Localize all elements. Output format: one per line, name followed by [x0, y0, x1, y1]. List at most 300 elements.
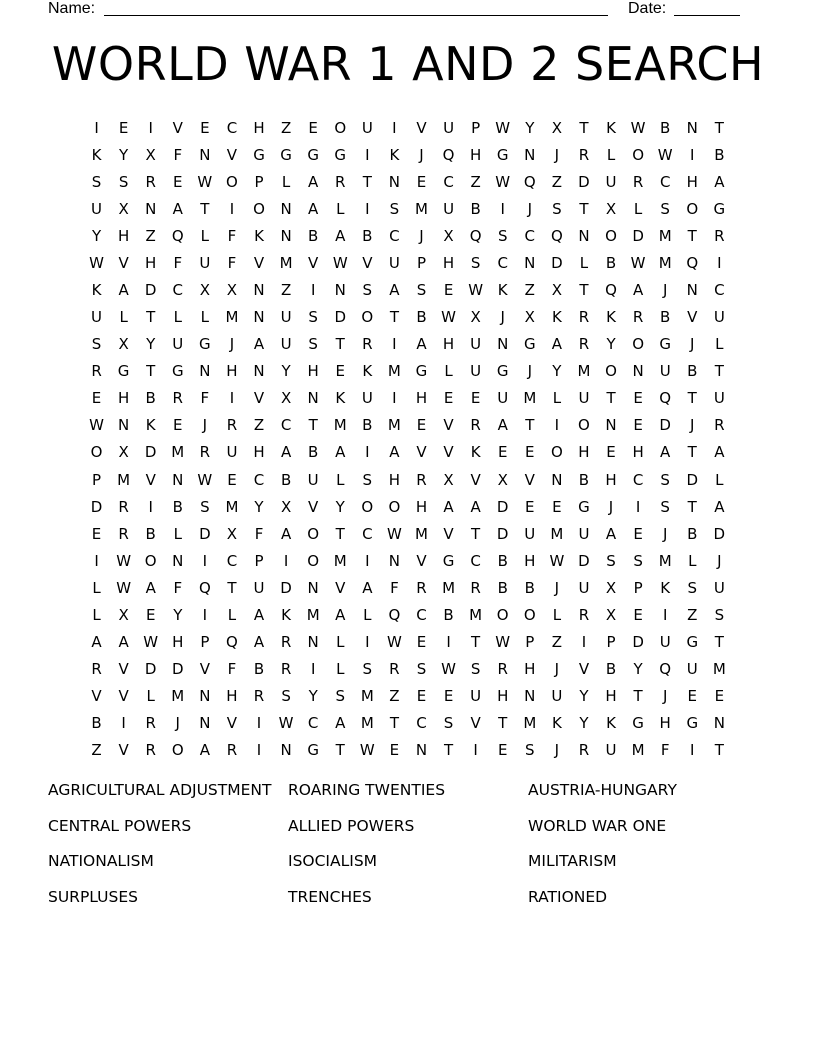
- grid-letter[interactable]: E: [173, 416, 183, 435]
- grid-letter[interactable]: Z: [687, 605, 698, 624]
- grid-letter[interactable]: V: [335, 578, 346, 597]
- grid-letter[interactable]: H: [226, 687, 238, 706]
- grid-letter[interactable]: A: [118, 633, 129, 652]
- grid-letter[interactable]: V: [470, 714, 481, 733]
- grid-letter[interactable]: G: [280, 145, 292, 164]
- grid-letter[interactable]: H: [388, 470, 401, 489]
- grid-letter[interactable]: W: [441, 660, 456, 679]
- grid-letter[interactable]: H: [605, 470, 617, 489]
- grid-letter[interactable]: J: [717, 551, 722, 570]
- grid-letter[interactable]: U: [388, 253, 400, 272]
- grid-letter[interactable]: S: [416, 281, 427, 299]
- grid-letter[interactable]: A: [253, 605, 265, 624]
- grid-letter[interactable]: U: [470, 362, 482, 381]
- grid-letter[interactable]: D: [144, 443, 157, 462]
- grid-letter[interactable]: G: [713, 199, 726, 218]
- grid-letter[interactable]: S: [416, 660, 427, 679]
- grid-letter[interactable]: J: [202, 416, 208, 435]
- grid-letter[interactable]: J: [554, 660, 560, 679]
- grid-letter[interactable]: W: [495, 633, 511, 652]
- grid-letter[interactable]: V: [416, 118, 427, 137]
- grid-letter[interactable]: H: [442, 335, 455, 354]
- grid-letter[interactable]: U: [470, 335, 482, 354]
- grid-letter[interactable]: J: [527, 362, 532, 381]
- grid-letter[interactable]: X: [443, 226, 454, 245]
- grid-letter[interactable]: D: [199, 524, 211, 543]
- grid-letter[interactable]: D: [632, 226, 644, 245]
- grid-letter[interactable]: C: [226, 118, 238, 137]
- grid-letter[interactable]: R: [578, 145, 590, 164]
- grid-letter[interactable]: N: [415, 741, 428, 760]
- grid-letter[interactable]: B: [172, 497, 183, 516]
- grid-letter[interactable]: J: [690, 416, 695, 435]
- grid-letter[interactable]: T: [146, 308, 156, 327]
- grid-letter[interactable]: T: [200, 199, 210, 218]
- grid-letter[interactable]: I: [229, 199, 235, 218]
- grid-letter[interactable]: I: [148, 118, 153, 137]
- grid-letter[interactable]: A: [335, 605, 346, 624]
- grid-letter[interactable]: N: [253, 308, 265, 327]
- grid-letter[interactable]: A: [335, 714, 346, 733]
- grid-letter[interactable]: R: [714, 416, 725, 435]
- grid-letter[interactable]: S: [660, 497, 670, 516]
- grid-letter[interactable]: I: [365, 199, 370, 218]
- grid-letter[interactable]: I: [554, 416, 560, 435]
- grid-letter[interactable]: X: [524, 308, 535, 327]
- grid-letter[interactable]: E: [416, 416, 427, 435]
- grid-letter[interactable]: X: [226, 281, 238, 299]
- grid-letter[interactable]: U: [659, 362, 671, 381]
- grid-letter[interactable]: T: [471, 633, 481, 652]
- grid-letter[interactable]: U: [443, 118, 455, 137]
- grid-letter[interactable]: R: [632, 172, 644, 191]
- grid-letter[interactable]: U: [307, 470, 319, 489]
- grid-letter[interactable]: E: [91, 389, 102, 408]
- grid-letter[interactable]: I: [94, 551, 99, 570]
- grid-letter[interactable]: E: [687, 687, 697, 706]
- grid-letter[interactable]: W: [441, 308, 456, 327]
- grid-letter[interactable]: B: [714, 145, 725, 164]
- grid-letter[interactable]: G: [496, 145, 509, 164]
- grid-letter[interactable]: E: [416, 633, 427, 652]
- grid-letter[interactable]: V: [118, 687, 129, 706]
- grid-letter[interactable]: S: [281, 687, 291, 706]
- grid-letter[interactable]: D: [334, 308, 347, 327]
- grid-letter[interactable]: N: [253, 281, 265, 299]
- grid-letter[interactable]: M: [469, 605, 483, 624]
- grid-letter[interactable]: E: [145, 605, 156, 624]
- grid-letter[interactable]: K: [389, 145, 400, 164]
- grid-letter[interactable]: C: [362, 524, 373, 543]
- grid-letter[interactable]: L: [92, 578, 101, 597]
- grid-letter[interactable]: E: [497, 741, 508, 760]
- grid-letter[interactable]: R: [416, 470, 427, 489]
- grid-letter[interactable]: R: [578, 605, 590, 624]
- grid-letter[interactable]: H: [497, 687, 509, 706]
- grid-letter[interactable]: T: [714, 741, 724, 760]
- grid-letter[interactable]: H: [415, 389, 428, 408]
- grid-letter[interactable]: G: [117, 362, 130, 381]
- grid-letter[interactable]: L: [633, 199, 643, 218]
- grid-letter[interactable]: I: [392, 389, 397, 408]
- grid-letter[interactable]: X: [118, 605, 129, 624]
- grid-letter[interactable]: B: [362, 416, 373, 435]
- grid-letter[interactable]: R: [714, 226, 725, 245]
- grid-letter[interactable]: V: [443, 524, 454, 543]
- grid-letter[interactable]: N: [199, 145, 211, 164]
- grid-letter[interactable]: B: [605, 660, 617, 679]
- grid-letter[interactable]: C: [443, 172, 454, 191]
- grid-letter[interactable]: O: [307, 551, 320, 570]
- grid-letter[interactable]: I: [229, 389, 235, 408]
- grid-letter[interactable]: P: [416, 253, 426, 272]
- grid-letter[interactable]: L: [146, 687, 155, 706]
- grid-letter[interactable]: H: [253, 443, 265, 462]
- grid-letter[interactable]: U: [172, 335, 184, 354]
- grid-letter[interactable]: N: [524, 253, 536, 272]
- grid-letter[interactable]: M: [117, 470, 131, 489]
- grid-letter[interactable]: F: [173, 145, 183, 164]
- grid-letter[interactable]: S: [91, 172, 102, 191]
- grid-letter[interactable]: H: [172, 633, 184, 652]
- grid-letter[interactable]: O: [334, 118, 347, 137]
- grid-letter[interactable]: K: [551, 308, 562, 327]
- grid-letter[interactable]: V: [199, 660, 210, 679]
- grid-letter[interactable]: H: [632, 443, 644, 462]
- grid-letter[interactable]: L: [336, 470, 345, 489]
- grid-letter[interactable]: U: [280, 308, 292, 327]
- grid-letter[interactable]: S: [470, 253, 481, 272]
- grid-letter[interactable]: N: [172, 470, 184, 489]
- grid-letter[interactable]: N: [713, 714, 725, 733]
- grid-letter[interactable]: S: [389, 199, 400, 218]
- grid-letter[interactable]: O: [632, 145, 644, 164]
- grid-letter[interactable]: D: [280, 578, 292, 597]
- grid-letter[interactable]: V: [226, 145, 238, 164]
- grid-letter[interactable]: T: [606, 389, 616, 408]
- grid-letter[interactable]: N: [632, 362, 644, 381]
- grid-letter[interactable]: X: [145, 145, 156, 164]
- grid-letter[interactable]: Z: [551, 633, 562, 652]
- grid-letter[interactable]: N: [280, 199, 292, 218]
- grid-letter[interactable]: S: [362, 281, 373, 299]
- grid-letter[interactable]: F: [390, 578, 399, 597]
- grid-letter[interactable]: R: [226, 741, 238, 760]
- grid-letter[interactable]: M: [387, 416, 401, 435]
- grid-letter[interactable]: Q: [550, 226, 563, 245]
- grid-letter[interactable]: J: [690, 335, 695, 354]
- grid-letter[interactable]: T: [335, 524, 345, 543]
- grid-letter[interactable]: Q: [198, 578, 211, 597]
- grid-letter[interactable]: J: [229, 335, 235, 354]
- grid-letter[interactable]: O: [388, 497, 401, 516]
- grid-letter[interactable]: M: [333, 551, 347, 570]
- grid-letter[interactable]: A: [362, 578, 373, 597]
- grid-letter[interactable]: S: [443, 714, 454, 733]
- grid-letter[interactable]: H: [307, 362, 319, 381]
- grid-letter[interactable]: R: [578, 308, 590, 327]
- grid-letter[interactable]: H: [117, 389, 130, 408]
- grid-letter[interactable]: C: [172, 281, 184, 299]
- grid-letter[interactable]: T: [714, 362, 724, 381]
- grid-letter[interactable]: E: [525, 497, 535, 516]
- grid-letter[interactable]: V: [416, 551, 427, 570]
- grid-letter[interactable]: G: [307, 741, 319, 760]
- grid-letter[interactable]: P: [200, 633, 210, 652]
- grid-letter[interactable]: A: [714, 443, 725, 462]
- name-field[interactable]: [104, 15, 608, 16]
- grid-letter[interactable]: Z: [280, 118, 292, 137]
- grid-letter[interactable]: G: [199, 335, 211, 354]
- grid-letter[interactable]: W: [143, 633, 159, 652]
- grid-letter[interactable]: G: [307, 145, 319, 164]
- grid-letter[interactable]: T: [471, 524, 481, 543]
- grid-letter[interactable]: D: [713, 524, 726, 543]
- grid-letter[interactable]: E: [606, 443, 616, 462]
- grid-letter[interactable]: H: [117, 226, 130, 245]
- grid-letter[interactable]: V: [253, 389, 265, 408]
- grid-letter[interactable]: M: [415, 199, 428, 218]
- grid-letter[interactable]: B: [280, 470, 292, 489]
- grid-letter[interactable]: F: [227, 660, 237, 679]
- grid-letter[interactable]: K: [254, 226, 264, 245]
- grid-letter[interactable]: B: [578, 470, 590, 489]
- grid-letter[interactable]: R: [145, 172, 156, 191]
- grid-letter[interactable]: T: [362, 172, 372, 191]
- grid-letter[interactable]: X: [118, 199, 129, 218]
- grid-letter[interactable]: C: [389, 226, 400, 245]
- grid-letter[interactable]: P: [471, 118, 481, 137]
- grid-letter[interactable]: B: [524, 578, 535, 597]
- grid-letter[interactable]: U: [443, 199, 455, 218]
- grid-letter[interactable]: I: [310, 660, 316, 679]
- grid-letter[interactable]: T: [633, 687, 643, 706]
- grid-letter[interactable]: I: [283, 551, 289, 570]
- date-field[interactable]: [674, 15, 740, 16]
- grid-letter[interactable]: Z: [551, 172, 562, 191]
- grid-letter[interactable]: U: [91, 199, 103, 218]
- grid-letter[interactable]: U: [524, 524, 536, 543]
- grid-letter[interactable]: R: [416, 578, 427, 597]
- grid-letter[interactable]: E: [633, 605, 643, 624]
- grid-letter[interactable]: E: [91, 524, 102, 543]
- grid-letter[interactable]: E: [497, 443, 508, 462]
- grid-letter[interactable]: O: [90, 443, 103, 462]
- grid-letter[interactable]: H: [524, 660, 536, 679]
- grid-letter[interactable]: K: [551, 714, 562, 733]
- grid-letter[interactable]: R: [578, 741, 590, 760]
- grid-letter[interactable]: Z: [470, 172, 481, 191]
- grid-letter[interactable]: A: [172, 199, 183, 218]
- grid-letter[interactable]: R: [118, 497, 129, 516]
- grid-letter[interactable]: A: [91, 633, 102, 652]
- grid-letter[interactable]: U: [578, 389, 590, 408]
- grid-letter[interactable]: W: [89, 253, 104, 272]
- grid-letter[interactable]: U: [605, 741, 617, 760]
- grid-letter[interactable]: M: [415, 524, 428, 543]
- grid-letter[interactable]: Q: [442, 145, 455, 164]
- grid-letter[interactable]: Y: [173, 605, 183, 624]
- grid-letter[interactable]: X: [280, 389, 292, 408]
- grid-letter[interactable]: B: [145, 389, 156, 408]
- grid-letter[interactable]: E: [173, 172, 183, 191]
- grid-letter[interactable]: H: [659, 714, 671, 733]
- grid-letter[interactable]: S: [470, 660, 481, 679]
- grid-letter[interactable]: R: [632, 308, 644, 327]
- grid-letter[interactable]: Q: [659, 660, 672, 679]
- grid-letter[interactable]: R: [578, 335, 590, 354]
- grid-letter[interactable]: M: [523, 714, 537, 733]
- grid-letter[interactable]: F: [173, 578, 183, 597]
- grid-letter[interactable]: L: [200, 308, 210, 327]
- grid-letter[interactable]: U: [497, 389, 509, 408]
- grid-letter[interactable]: R: [389, 660, 400, 679]
- grid-letter[interactable]: M: [225, 308, 239, 327]
- grid-letter[interactable]: Q: [469, 226, 482, 245]
- grid-letter[interactable]: X: [605, 199, 617, 218]
- grid-letter[interactable]: R: [470, 416, 481, 435]
- grid-letter[interactable]: C: [524, 226, 536, 245]
- grid-letter[interactable]: B: [687, 362, 698, 381]
- grid-letter[interactable]: N: [524, 145, 536, 164]
- grid-letter[interactable]: A: [551, 335, 562, 354]
- grid-letter[interactable]: O: [361, 308, 374, 327]
- grid-letter[interactable]: I: [446, 633, 451, 652]
- grid-letter[interactable]: U: [280, 335, 292, 354]
- grid-letter[interactable]: I: [635, 497, 641, 516]
- grid-letter[interactable]: J: [419, 226, 424, 245]
- grid-letter[interactable]: V: [172, 118, 183, 137]
- grid-letter[interactable]: N: [551, 470, 563, 489]
- grid-letter[interactable]: C: [416, 714, 427, 733]
- grid-letter[interactable]: V: [118, 253, 129, 272]
- grid-letter[interactable]: J: [662, 524, 668, 543]
- grid-letter[interactable]: K: [606, 714, 616, 733]
- grid-letter[interactable]: T: [579, 118, 589, 137]
- grid-letter[interactable]: Y: [335, 497, 345, 516]
- grid-letter[interactable]: L: [173, 308, 182, 327]
- grid-letter[interactable]: A: [118, 281, 129, 299]
- grid-letter[interactable]: S: [200, 497, 210, 516]
- grid-letter[interactable]: S: [687, 578, 698, 597]
- grid-letter[interactable]: W: [89, 416, 104, 435]
- grid-letter[interactable]: P: [606, 633, 616, 652]
- grid-letter[interactable]: I: [202, 605, 208, 624]
- grid-letter[interactable]: A: [416, 335, 427, 354]
- grid-letter[interactable]: T: [687, 226, 697, 245]
- grid-letter[interactable]: A: [605, 524, 617, 543]
- grid-letter[interactable]: M: [550, 524, 564, 543]
- grid-letter[interactable]: V: [145, 470, 156, 489]
- grid-letter[interactable]: U: [226, 443, 238, 462]
- grid-letter[interactable]: V: [118, 660, 129, 679]
- grid-letter[interactable]: U: [578, 524, 590, 543]
- grid-letter[interactable]: K: [606, 118, 616, 137]
- grid-letter[interactable]: V: [308, 253, 319, 272]
- grid-letter[interactable]: T: [146, 362, 156, 381]
- grid-letter[interactable]: Z: [280, 281, 292, 299]
- grid-letter[interactable]: A: [280, 524, 292, 543]
- grid-letter[interactable]: T: [687, 443, 697, 462]
- grid-letter[interactable]: U: [659, 633, 671, 652]
- grid-letter[interactable]: F: [254, 524, 264, 543]
- grid-letter[interactable]: J: [500, 308, 505, 327]
- grid-letter[interactable]: I: [365, 443, 370, 462]
- grid-letter[interactable]: U: [713, 308, 725, 327]
- grid-letter[interactable]: S: [606, 551, 616, 570]
- grid-letter[interactable]: I: [392, 118, 397, 137]
- grid-letter[interactable]: R: [226, 416, 238, 435]
- grid-letter[interactable]: K: [660, 578, 671, 597]
- grid-letter[interactable]: X: [280, 497, 292, 516]
- grid-letter[interactable]: G: [523, 335, 536, 354]
- grid-letter[interactable]: M: [306, 605, 320, 624]
- grid-letter[interactable]: X: [605, 578, 617, 597]
- grid-letter[interactable]: N: [307, 389, 319, 408]
- grid-letter[interactable]: M: [442, 578, 456, 597]
- grid-letter[interactable]: L: [92, 605, 101, 624]
- grid-letter[interactable]: W: [197, 470, 213, 489]
- grid-letter[interactable]: A: [443, 497, 454, 516]
- grid-letter[interactable]: O: [496, 605, 509, 624]
- grid-letter[interactable]: Y: [308, 687, 318, 706]
- grid-letter[interactable]: Y: [579, 687, 589, 706]
- grid-letter[interactable]: T: [579, 281, 589, 299]
- grid-letter[interactable]: P: [92, 470, 102, 489]
- grid-letter[interactable]: U: [713, 389, 725, 408]
- grid-letter[interactable]: K: [362, 362, 373, 381]
- grid-letter[interactable]: Q: [686, 253, 699, 272]
- grid-letter[interactable]: R: [145, 741, 156, 760]
- grid-letter[interactable]: H: [469, 145, 482, 164]
- grid-letter[interactable]: V: [416, 443, 427, 462]
- grid-letter[interactable]: B: [497, 578, 508, 597]
- grid-letter[interactable]: E: [416, 172, 427, 191]
- grid-letter[interactable]: O: [605, 226, 617, 245]
- grid-letter[interactable]: L: [119, 308, 128, 327]
- grid-letter[interactable]: N: [686, 281, 698, 299]
- grid-letter[interactable]: B: [687, 524, 698, 543]
- grid-letter[interactable]: U: [253, 578, 265, 597]
- grid-letter[interactable]: W: [197, 172, 213, 191]
- grid-letter[interactable]: K: [335, 389, 346, 408]
- grid-letter[interactable]: Q: [226, 633, 238, 652]
- grid-letter[interactable]: T: [714, 118, 724, 137]
- grid-letter[interactable]: U: [551, 687, 563, 706]
- grid-letter[interactable]: O: [686, 199, 699, 218]
- grid-letter[interactable]: I: [94, 118, 99, 137]
- grid-letter[interactable]: Y: [146, 335, 156, 354]
- grid-letter[interactable]: M: [171, 687, 185, 706]
- grid-letter[interactable]: T: [335, 335, 345, 354]
- grid-letter[interactable]: E: [633, 416, 643, 435]
- grid-letter[interactable]: B: [362, 226, 373, 245]
- grid-letter[interactable]: W: [495, 172, 511, 191]
- grid-letter[interactable]: B: [253, 660, 265, 679]
- grid-letter[interactable]: T: [389, 308, 399, 327]
- grid-letter[interactable]: T: [714, 633, 724, 652]
- grid-letter[interactable]: N: [605, 416, 617, 435]
- grid-letter[interactable]: C: [307, 714, 319, 733]
- grid-letter[interactable]: N: [388, 172, 401, 191]
- grid-letter[interactable]: Y: [119, 145, 129, 164]
- grid-letter[interactable]: I: [690, 741, 695, 760]
- grid-letter[interactable]: X: [605, 605, 617, 624]
- grid-letter[interactable]: T: [227, 578, 237, 597]
- grid-letter[interactable]: A: [308, 199, 319, 218]
- grid-letter[interactable]: A: [660, 443, 671, 462]
- grid-letter[interactable]: X: [226, 524, 238, 543]
